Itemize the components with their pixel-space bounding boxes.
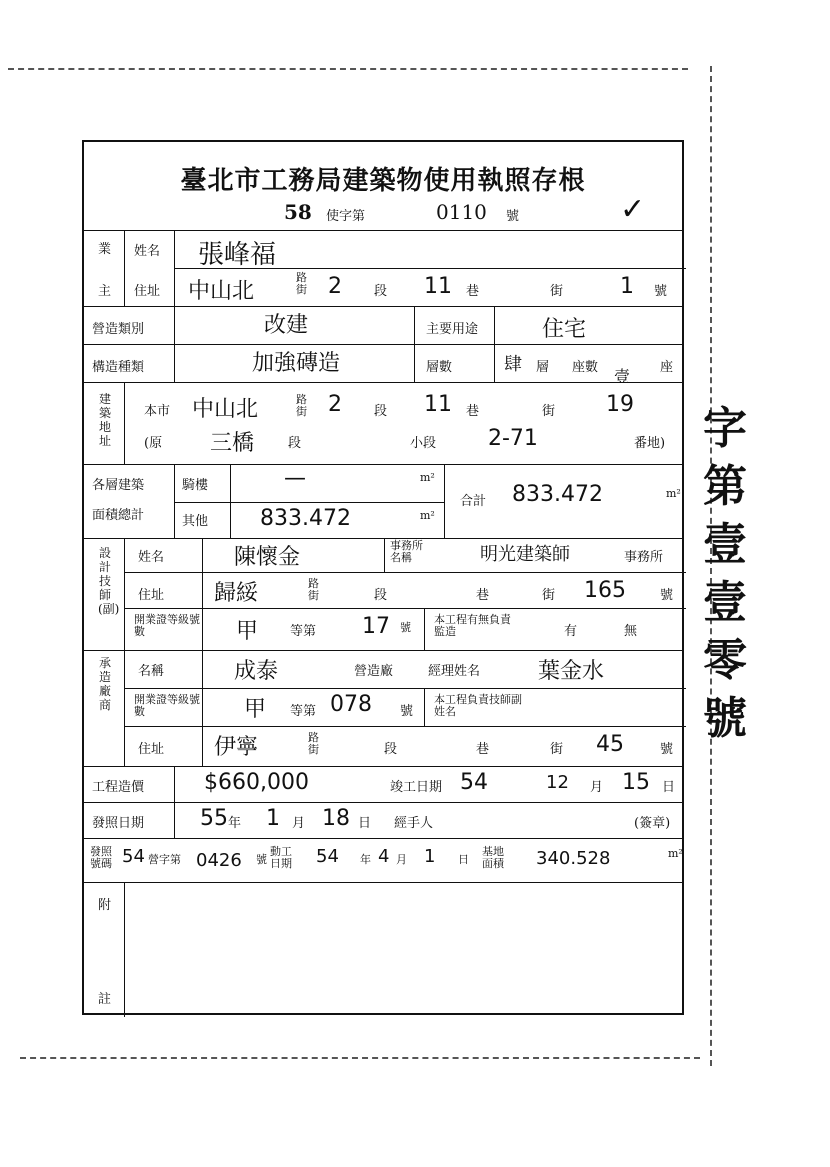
site-label: 建築地址 <box>98 392 111 448</box>
owner-number-no: 1 <box>620 274 634 299</box>
issue-year: 55 <box>200 806 228 831</box>
type-label: 營造類別 <box>92 322 145 337</box>
designer-number: 165 <box>584 578 626 603</box>
owner-district: 中山北 <box>188 279 255 304</box>
row-divider <box>124 726 686 727</box>
completion-day-label: 日 <box>662 780 676 795</box>
scan-top-edge <box>8 68 688 70</box>
owner-number-label: 號 <box>654 284 668 299</box>
permit-prefix: 使字第 <box>326 209 366 224</box>
owner-lane-label: 巷 <box>466 284 480 299</box>
designer-supervise-label: 本工程有無負責監造 <box>434 613 511 638</box>
row-divider <box>124 688 686 689</box>
contractor-manager-label: 經理姓名 <box>428 664 481 679</box>
completion-month: 12 <box>546 772 569 793</box>
arcade-label: 騎樓 <box>182 478 209 493</box>
col-divider <box>444 464 445 538</box>
row-divider <box>84 838 682 839</box>
designer-license-no-label: 號 <box>400 621 411 634</box>
owner-road-label: 路街 <box>296 271 307 296</box>
floors-unit: 層 <box>536 360 550 375</box>
floors-label: 層數 <box>426 360 453 375</box>
owner-lane-no: 11 <box>424 274 452 299</box>
bp-day-label: 日 <box>458 853 469 866</box>
scan-bottom-edge <box>20 1057 700 1059</box>
permit-number: 0110 <box>436 200 487 224</box>
cost-label: 工程造價 <box>92 780 145 795</box>
col-divider <box>174 464 175 538</box>
buildings-unit: 座 <box>660 360 674 375</box>
col-divider <box>424 608 425 650</box>
owner-section-char-2: 主 <box>98 284 112 299</box>
contractor-license-grade: 甲 <box>244 697 267 722</box>
contractor-name-value: 成泰 <box>234 659 279 684</box>
form-title: 臺北市工務局建築物使用執照存根 <box>180 166 586 196</box>
contractor-street-label: 街 <box>550 742 564 757</box>
bp-prefix: 營字第 <box>148 853 181 866</box>
site-street-label: 街 <box>542 404 556 419</box>
area-label-2: 面積總計 <box>92 508 145 523</box>
designer-section-label: 段 <box>374 588 388 603</box>
col-divider <box>124 230 125 306</box>
total-label: 合計 <box>460 494 487 509</box>
designer-office-suffix: 事務所 <box>624 550 664 565</box>
designer-label: 設計技師(副) <box>98 546 120 616</box>
contractor-road-label: 路街 <box>308 731 319 756</box>
other-unit: m² <box>420 509 435 522</box>
row-divider <box>124 572 686 573</box>
arcade-unit: m² <box>420 471 435 484</box>
designer-name-value: 陳懷金 <box>234 545 301 570</box>
buildings-label: 座數 <box>572 360 599 375</box>
contractor-manager-value: 葉金水 <box>538 659 605 684</box>
owner-section-char-1: 業 <box>98 242 112 257</box>
notes-label-2: 註 <box>98 992 112 1007</box>
site-old-lot: 2-71 <box>488 426 538 451</box>
structure-label: 構造種類 <box>92 360 145 375</box>
contractor-number: 45 <box>596 732 624 757</box>
area-label-1: 各層建築 <box>92 478 145 493</box>
cost-value: $660,000 <box>204 770 309 795</box>
other-value: 833.472 <box>260 506 351 531</box>
site-old-section-label: 段 <box>288 436 302 451</box>
bp-number-label: 號 <box>256 853 267 866</box>
total-value: 833.472 <box>512 482 603 507</box>
contractor-number-label: 號 <box>660 742 674 757</box>
contractor-name-label: 名稱 <box>138 664 165 679</box>
site-road-label: 路街 <box>296 393 307 418</box>
type-value: 改建 <box>264 313 309 338</box>
row-divider <box>174 502 444 503</box>
bp-site-area-unit: m² <box>668 847 683 860</box>
contractor-license-label: 開業證等級號數 <box>134 693 200 718</box>
col-divider <box>174 766 175 838</box>
contractor-section-label: 段 <box>384 742 398 757</box>
owner-name-value: 張峰福 <box>198 240 277 270</box>
bp-year: 54 <box>122 846 145 867</box>
permit-form <box>82 140 684 1015</box>
completion-label: 竣工日期 <box>390 780 443 795</box>
buildings-value: 壹 <box>614 367 631 386</box>
bp-label: 發照號碼 <box>90 845 112 870</box>
other-label: 其他 <box>182 514 209 529</box>
bp-start-label: 動工日期 <box>270 845 292 870</box>
owner-address-label: 住址 <box>134 284 161 299</box>
issue-month: 1 <box>266 806 280 831</box>
bp-number: 0426 <box>196 850 242 871</box>
col-divider <box>124 382 125 464</box>
col-divider <box>124 882 125 1017</box>
notes-label-1: 附 <box>98 898 112 913</box>
designer-office-label: 事務所名稱 <box>390 539 423 564</box>
designer-lane-label: 巷 <box>476 588 490 603</box>
owner-section-label: 段 <box>374 284 388 299</box>
site-old-lot-label: 番地) <box>634 436 666 451</box>
col-divider <box>424 688 425 726</box>
designer-street-label: 街 <box>542 588 556 603</box>
col-divider <box>230 464 231 538</box>
designer-road-label: 路街 <box>308 577 319 602</box>
designer-office-value: 明光建築師 <box>480 544 570 565</box>
row-divider <box>124 608 686 609</box>
site-lane-no: 11 <box>424 392 452 417</box>
permit-suffix: 號 <box>506 209 520 224</box>
issue-seal-label: (簽章) <box>634 816 671 831</box>
row-divider <box>84 538 682 539</box>
bp-month-label: 月 <box>396 853 407 866</box>
use-label: 主要用途 <box>426 322 479 337</box>
contractor-name-suffix: 營造廠 <box>354 664 394 679</box>
completion-month-label: 月 <box>590 780 604 795</box>
designer-address-value: 歸綏 <box>214 581 259 606</box>
bp-year-label: 年 <box>360 853 371 866</box>
site-old-subsection-label: 小段 <box>410 436 437 451</box>
contractor-license-grade-label: 等第 <box>290 704 317 719</box>
contractor-lane-label: 巷 <box>476 742 490 757</box>
contractor-label: 承造廠商 <box>98 656 111 712</box>
designer-supervise-value: 有 <box>564 624 578 639</box>
col-divider <box>202 538 203 766</box>
use-value: 住宅 <box>542 317 587 342</box>
check-mark: ✓ <box>620 192 646 227</box>
site-number: 19 <box>606 392 634 417</box>
bp-start-year: 54 <box>316 846 339 867</box>
row-divider <box>84 650 682 651</box>
col-divider <box>414 306 415 382</box>
issue-label: 發照日期 <box>92 816 145 831</box>
site-district: 中山北 <box>192 397 259 422</box>
completion-day: 15 <box>622 770 650 795</box>
designer-address-label: 住址 <box>138 588 165 603</box>
designer-name-label: 姓名 <box>138 550 165 565</box>
designer-license-label: 開業證等級號數 <box>134 613 200 638</box>
issue-month-label: 月 <box>292 816 306 831</box>
col-divider <box>384 538 385 572</box>
issue-handler-label: 經手人 <box>394 816 434 831</box>
contractor-address-label: 住址 <box>138 742 165 757</box>
row-divider <box>84 882 682 883</box>
issue-day-label: 日 <box>358 816 372 831</box>
floors-value: 肆 <box>504 354 522 375</box>
site-old-area: 三橋 <box>210 431 255 456</box>
designer-license-no: 17 <box>362 614 390 639</box>
site-lane-label: 巷 <box>466 404 480 419</box>
arcade-value: — <box>284 466 306 491</box>
completion-year: 54 <box>460 770 488 795</box>
bp-site-area-label: 基地面積 <box>482 845 504 870</box>
structure-value: 加強磚造 <box>252 351 341 376</box>
side-stamp: 字第壹壹零號 <box>703 403 747 744</box>
col-divider <box>124 538 125 766</box>
col-divider <box>174 230 175 306</box>
designer-supervise-alt: 無 <box>624 624 638 639</box>
col-divider <box>174 306 175 382</box>
contractor-license-no: 078 <box>330 692 372 717</box>
contractor-address-value: 伊寧 <box>214 735 259 760</box>
designer-number-label: 號 <box>660 588 674 603</box>
owner-section-no: 2 <box>328 274 342 299</box>
owner-name-label: 姓名 <box>134 244 161 259</box>
site-section-label: 段 <box>374 404 388 419</box>
contractor-license-no-label: 號 <box>400 704 414 719</box>
designer-license-grade-label: 等第 <box>290 624 317 639</box>
site-section-no: 2 <box>328 392 342 417</box>
issue-year-label: 年 <box>228 816 242 831</box>
col-divider <box>494 306 495 382</box>
row-divider <box>84 382 682 383</box>
bp-start-day: 1 <box>424 846 436 867</box>
issue-day: 18 <box>322 806 350 831</box>
permit-year: 58 <box>284 200 312 224</box>
site-old-prefix: (原 <box>144 436 163 451</box>
site-city: 本市 <box>144 404 171 419</box>
bp-start-month: 4 <box>378 846 390 867</box>
contractor-engineer-label: 本工程負責技師副姓名 <box>434 693 522 718</box>
owner-street-label: 街 <box>550 284 564 299</box>
designer-license-grade: 甲 <box>236 619 259 644</box>
total-unit: m² <box>666 487 681 500</box>
bp-site-area-value: 340.528 <box>536 848 611 869</box>
